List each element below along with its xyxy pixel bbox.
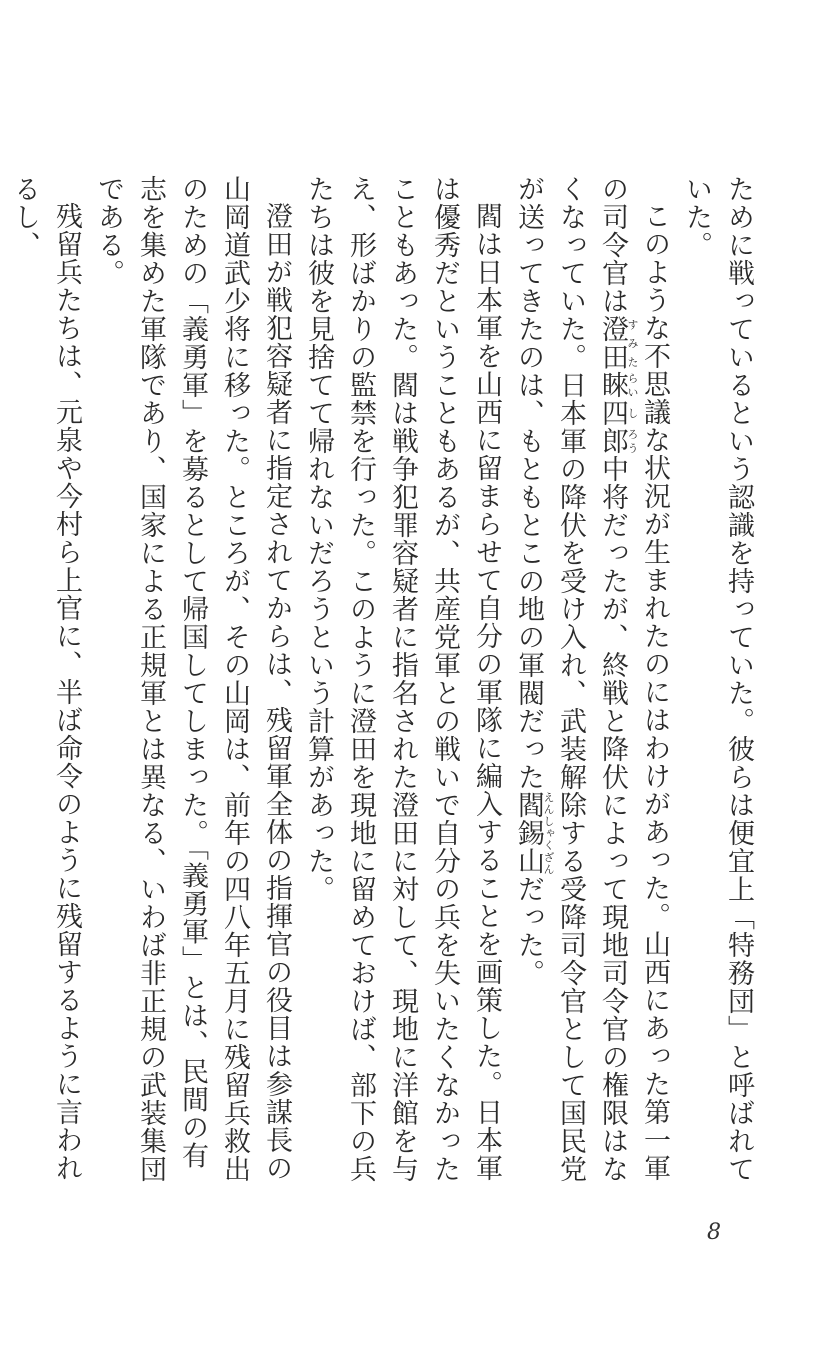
paragraph <box>3 175 87 1195</box>
ruby-base: 閻錫山 <box>513 791 544 875</box>
text-segment: 澄田が戦犯容疑者に指定されてからは、残留軍全体の指揮官の役目は参謀長の山岡道武少将に移った。ところが、その山岡は、前年の四八年五月に残留兵救出のための「義勇軍」を募るとして帰国してしまった。「義勇軍」とは、民間の有志を集めた軍隊であり、国家による正規軍とは異なる、いわば非正規の武装集団である。 <box>93 175 292 1183</box>
ruby-base: 睞 <box>597 371 628 399</box>
ruby-reading: らい <box>626 371 639 399</box>
paragraph <box>87 175 297 1195</box>
paragraph <box>297 175 507 1195</box>
ruby-annotated-word <box>597 427 639 455</box>
text-segment: だった。 <box>513 875 544 987</box>
paragraph <box>675 175 759 1195</box>
text-segment: 中将だったが、終戦と降伏によって現地司令官の権限はなくなっていた。日本軍の降伏を受け入れ、武装解除する受降司令官として国民党が送ってきたのは、もともとこの地の軍閥だった <box>513 175 628 1183</box>
ruby-base: 郎 <box>597 427 628 455</box>
text-segment: このような不思議な状況が生まれたのにはわけがあった。山西にあった第一軍の司令官は <box>597 175 670 1182</box>
ruby-base: 澄田 <box>597 315 628 371</box>
ruby-annotated-word <box>597 399 639 427</box>
text-segment: ために戦っているという認識を持っていた。彼らは便宜上「特務団」と呼ばれていた。 <box>681 175 754 1183</box>
ruby-annotated-word <box>513 791 555 875</box>
ruby-reading: えんしゃくざん <box>542 791 555 875</box>
ruby-base: 四 <box>597 399 628 427</box>
text-segment: 閻は日本軍を山西に留まらせて自分の軍隊に編入することを画策した。日本軍は優秀だということもあるが、共産党軍との戦いで自分の兵を失いたくなかったこともあった。閻は戦争犯罪容疑者に指名された澄田に対して、現地に洋館を与え、形ばかりの監禁を行った。このように澄田を現地に留めておけば、部下の兵たちは彼を見捨てて帰れないだろうという計算があった。 <box>303 175 502 1183</box>
ruby-reading: すみた <box>626 315 639 371</box>
ruby-annotated-word <box>597 371 639 399</box>
ruby-annotated-word <box>597 315 639 371</box>
vertical-text-body <box>9 175 759 1195</box>
text-segment: 残留兵たちは、元泉や今村ら上官に、半ば命令のように残留するように言われるし、 <box>9 175 82 1182</box>
page-number: 8 <box>707 1220 721 1245</box>
ruby-reading: し <box>626 399 639 427</box>
paragraph <box>507 175 675 1195</box>
ruby-reading: ろう <box>626 427 639 455</box>
